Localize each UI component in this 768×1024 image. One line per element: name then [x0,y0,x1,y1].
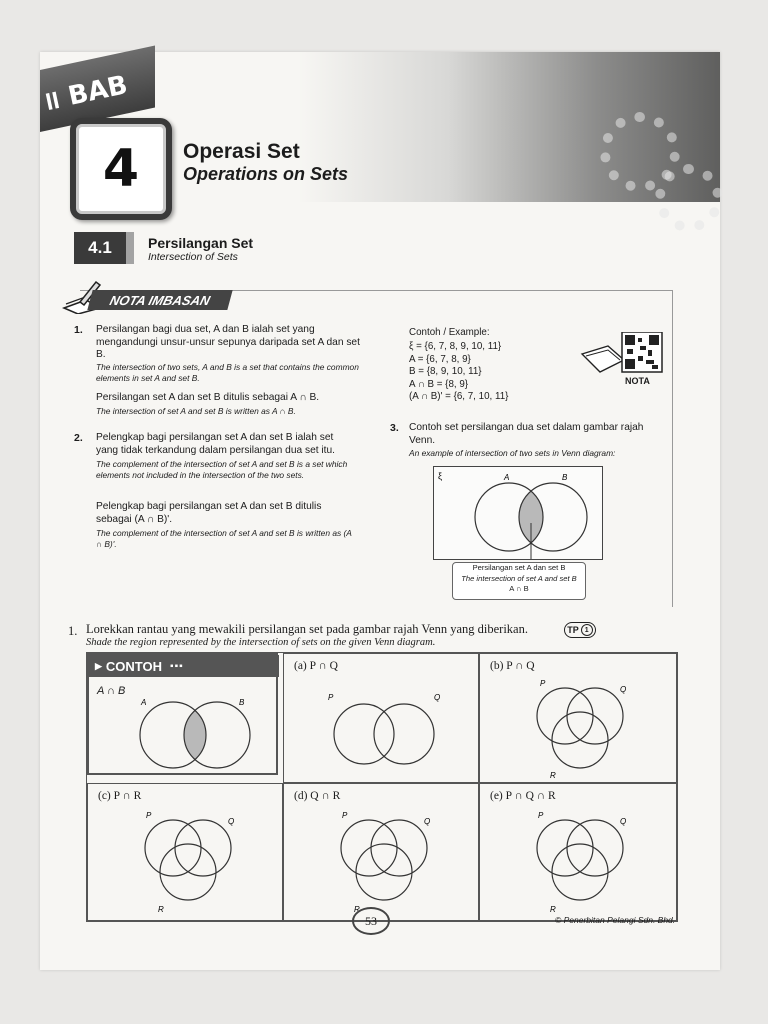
venn-callout: Persilangan set A dan set B The intersection of set A and set B A ∩ B [452,562,586,600]
venn-diagram-example [433,466,603,560]
example-cell [87,653,278,775]
set-p-label: P [540,679,546,688]
note-item-translation: An example of intersection of two sets in Venn diagram: [409,448,616,458]
exercise-grid [86,652,678,922]
section-number: 4.1 [74,232,126,264]
exercise-cell-b[interactable] [479,653,677,783]
exercise-label: (c) P ∩ R [98,790,142,802]
question-text: Lorekkan rantau yang mewakili persilangan set pada gambar rajah Venn yang diberikan. [86,622,528,636]
note-item-translation: The intersection of two sets, A and B is a set that contains the common elements in set A and set B. [96,362,359,383]
gear-decoration-icon [655,164,723,232]
note-item-text: Persilangan bagi dua set, A dan B ialah set yang mengandungi unsur-unsur sepunya daripada set A dan set B. [96,324,360,360]
set-q-circle[interactable] [374,704,434,764]
section-subtitle: Intersection of Sets [148,251,238,263]
set-r-label: R [550,905,556,914]
exercise-cell-a[interactable] [283,653,479,783]
question-number: 1. [68,624,78,638]
copyright-notice: © Penerbitan Pelangi Sdn. Bhd. [555,915,676,925]
page-number: 53 [352,907,390,935]
set-q-label: Q [228,817,235,826]
note-item-translation: The intersection of set A and set B is written as A ∩ B. [96,406,296,416]
set-q-label: Q [620,817,627,826]
exercise-label: (b) P ∩ Q [490,660,535,672]
example-heading: Contoh / Example: [409,327,490,338]
set-r-label: R [550,771,556,780]
example-line: ξ = {6, 7, 8, 9, 10, 11} [409,341,502,352]
qr-code-icon [578,332,668,392]
example-line: B = {8, 9, 10, 11} [409,366,482,377]
chapter-number: 4 [70,118,172,220]
set-p-label: P [538,811,544,820]
contoh-label-bar: ▶ CONTOH ▪▪▪ [89,655,279,677]
tp-level-badge: TP 1 [564,622,596,638]
note-item-translation: The complement of the intersection of set A and set B is a set which elements not included in the intersection of the two sets. [96,459,348,480]
chapter-subtitle: Operations on Sets [183,164,349,184]
chapter-tab-label: BAB [65,70,131,112]
set-r-label: R [354,905,360,914]
note-item-translation: The complement of the intersection of set A and set B is written as (A ∩ B)'. [96,528,352,549]
set-a-label: A [141,698,147,707]
set-p-label: P [342,811,348,820]
note-item-text: Pelengkap bagi persilangan set A dan set B ialah set yang tidak terkandung dalam persilangan dua set itu. [96,432,335,456]
set-q-label: Q [434,693,441,702]
question-translation: Shade the region represented by the intersection of sets on the given Venn diagram. [86,637,436,648]
exercise-cell-c[interactable] [87,783,283,921]
exercise-cell-e[interactable] [479,783,677,921]
set-p-circle[interactable] [334,704,394,764]
note-item-text: Contoh set persilangan dua set dalam gambar rajah Venn. [409,422,644,446]
note-item-number: 2. [74,432,83,444]
textbook-page: II BAB 4 Operasi Set Operations on Sets 4.1 Persilangan Set Intersection of Sets NOTA IMBASAN 1. Persilangan bagi dua set, A dan B ialah set yang mengandungi unsur-unsur sepunya daripada set A dan set B. The intersection of two sets, A and B is a set that contains the common elements in set A and set B. Persilangan set A dan set B ditulis sebagai A ∩ B. The intersection of set A and set B is written as A ∩ B. 2. Pelengkap bagi persilangan set A dan set B ialah set yang tidak terkandung dalam persilangan dua set itu. The complement of the intersection of set A and set B is a set which elements not included in the intersection of the two sets. Pelengkap bagi persilangan set A dan set B ditulis sebagai (A ∩ B)'. The complement of the intersection of set A and set B is written as (A ∩ B)'. Contoh / Example: ξ = {6, 7, 8, 9, 10, 11} A = {6, 7, 8, 9} B = {8, 9, 10, 11} A ∩ B = {8, 9} (A ∩ B)' = {6, 7, 10, 11} NOTA 3. Contoh set persilangan dua set dalam gambar rajah Venn. An example of intersection of two sets in Venn diagram: ξ A B Persilangan set A dan set B The intersection of set A and set B A ∩ B 1. Lorekkan rantau yang mewakili persilangan set pada gambar rajah Venn yang diberikan. Shade the region represented by the intersection of sets on the given Venn diagram. TP 1 ▶ CONTOH ▪▪▪ A ∩ B A B (a) P ∩ Q P Q (b) P ∩ Q P Q R (c) P ∩ R P Q R (d) Q ∩ R P Q R (e) P ∩ Q ∩ R P Q R 53 © Penerbitan Pelangi Sdn. Bhd. [40,52,720,970]
set-q-label: Q [620,685,627,694]
note-item-text: Persilangan set A dan set B ditulis sebagai A ∩ B. [96,392,320,403]
note-item-text: Pelengkap bagi persilangan set A dan set B ditulis sebagai (A ∩ B)'. [96,501,322,525]
exercise-label: (e) P ∩ Q ∩ R [490,790,556,802]
example-list [409,341,508,404]
qr-code-link[interactable] [578,332,668,392]
set-r-label: R [158,905,164,914]
note-item-number: 1. [74,324,83,336]
set-b-label: B [562,473,568,482]
exercise-label: (a) P ∩ Q [294,660,338,672]
set-p-label: P [146,811,152,820]
set-a-label: A [504,473,510,482]
example-line: A ∩ B = {8, 9} [409,378,469,390]
set-b-label: B [239,698,245,707]
example-line: A = {6, 7, 8, 9} [409,353,471,365]
universal-set-symbol: ξ [438,471,443,481]
set-q-label: Q [424,817,431,826]
example-line: (A ∩ B)' = {6, 7, 10, 11} [409,391,509,402]
example-expression: A ∩ B [97,685,126,697]
section-title: Persilangan Set [148,235,254,251]
chapter-title: Operasi Set [183,140,300,163]
exercise-cell-d[interactable] [283,783,479,921]
exercise-label: (d) Q ∩ R [294,790,341,802]
qr-code-label: NOTA [625,376,650,386]
set-p-label: P [328,693,334,702]
note-item-number: 3. [390,422,399,434]
nota-imbasan-label: NOTA IMBASAN [87,290,232,310]
